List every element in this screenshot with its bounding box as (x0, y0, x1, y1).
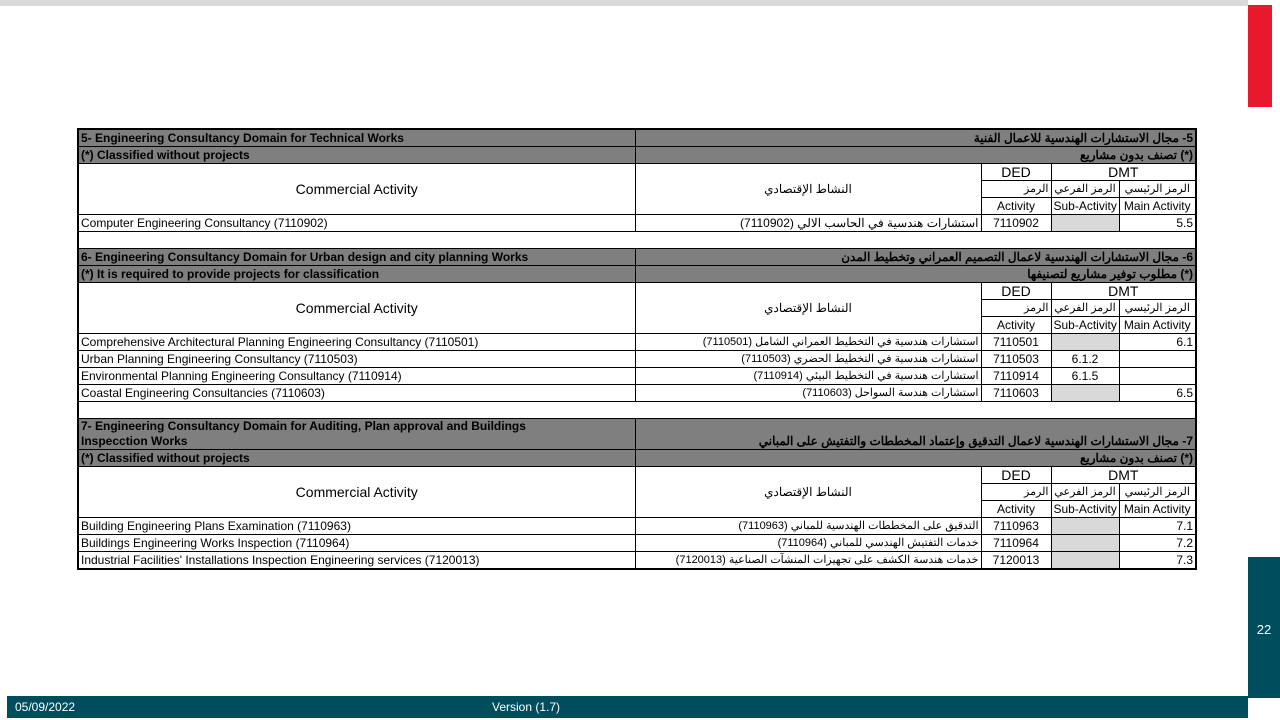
section-7-note (78, 450, 1196, 467)
section-title-en: 5- Engineering Consultancy Domain for Technical Works (78, 129, 635, 147)
row-activity-code: 7120013 (981, 552, 1051, 570)
row-main-code (1119, 351, 1196, 368)
section-6-header (78, 249, 1196, 266)
main-code-ar-header: الرمز الرئيسي (1119, 300, 1196, 317)
row-en: Computer Engineering Consultancy (7110902) (78, 215, 635, 232)
row-sub-code (1051, 385, 1119, 402)
spacer-row (78, 402, 1196, 419)
main-activity-header: Main Activity (1119, 198, 1196, 215)
table-row (78, 535, 1196, 552)
section-note-en: (*) It is required to provide projects for classification (78, 266, 635, 283)
main-activity-header: Main Activity (1119, 317, 1196, 334)
sub-activity-header: Sub-Activity (1051, 317, 1119, 334)
row-activity-code: 7110964 (981, 535, 1051, 552)
section-5-note (78, 147, 1196, 164)
economic-activity-header: النشاط الإقتصادي (635, 467, 981, 518)
column-header-row (78, 467, 1196, 484)
section-6-note (78, 266, 1196, 283)
row-ar: استشارات هندسة السواحل (7110603) (635, 385, 981, 402)
page-number: 22 (1256, 622, 1272, 637)
row-main-code (1119, 368, 1196, 385)
row-sub-code: 6.1.5 (1051, 368, 1119, 385)
table-row (78, 351, 1196, 368)
row-en: Coastal Engineering Consultancies (7110603) (78, 385, 635, 402)
activity-header: Activity (981, 198, 1051, 215)
dmt-header: DMT (1051, 467, 1196, 484)
row-ar: استشارات هندسية في التخطيط العمراني الشامل (7110501) (635, 334, 981, 351)
section-title-en-line2: Inspecction Works (81, 434, 188, 448)
table-row (78, 518, 1196, 535)
code-ar-header: الرمز (981, 181, 1051, 198)
sub-code-ar-header: الرمز الفرعي (1051, 181, 1119, 198)
column-header-row (78, 164, 1196, 181)
row-ar: التدقيق على المخططات الهندسية للمباني (7110963) (635, 518, 981, 535)
activity-header: Activity (981, 501, 1051, 518)
economic-activity-header: النشاط الإقتصادي (635, 283, 981, 334)
commercial-activity-header: Commercial Activity (78, 283, 635, 334)
row-main-code: 6.1 (1119, 334, 1196, 351)
activity-header: Activity (981, 317, 1051, 334)
row-sub-code (1051, 215, 1119, 232)
row-en: Industrial Facilities' Installations Inspection Engineering services (7120013) (78, 552, 635, 570)
ded-header: DED (981, 283, 1051, 300)
section-note-en: (*) Classified without projects (78, 450, 635, 467)
section-5-header (78, 129, 1196, 147)
section-title-ar: 7- مجال الاستشارات الهندسية لاعمال التدقيق وإعتماد المخططات والتفتيش على المباني (635, 419, 1196, 450)
row-en: Urban Planning Engineering Consultancy (7110503) (78, 351, 635, 368)
economic-activity-header: النشاط الإقتصادي (635, 164, 981, 215)
dmt-header: DMT (1051, 164, 1196, 181)
section-note-ar: (*) مطلوب توفير مشاريع لتصنيفها (635, 266, 1196, 283)
table-row (78, 385, 1196, 402)
footer-date: 05/09/2022 (15, 700, 76, 714)
row-sub-code: 6.1.2 (1051, 351, 1119, 368)
row-main-code: 7.3 (1119, 552, 1196, 570)
row-sub-code (1051, 334, 1119, 351)
code-ar-header: الرمز (981, 300, 1051, 317)
section-title-en-line1: 7- Engineering Consultancy Domain for Auditing, Plan approval and Buildings (81, 419, 526, 433)
ded-header: DED (981, 164, 1051, 181)
table-row (78, 334, 1196, 351)
section-note-en: (*) Classified without projects (78, 147, 635, 164)
row-ar: استشارات هندسية في الحاسب الالي (7110902) (635, 215, 981, 232)
dmt-header: DMT (1051, 283, 1196, 300)
row-main-code: 7.2 (1119, 535, 1196, 552)
row-activity-code: 7110963 (981, 518, 1051, 535)
commercial-activity-header: Commercial Activity (78, 467, 635, 518)
row-main-code: 5.5 (1119, 215, 1196, 232)
top-rule (0, 0, 1248, 6)
main-code-ar-header: الرمز الرئيسي (1119, 484, 1196, 501)
row-ar: استشارات هندسية في التخطيط البيئي (7110914) (635, 368, 981, 385)
spacer-row (78, 232, 1196, 249)
table-row (78, 368, 1196, 385)
table-row (78, 215, 1196, 232)
row-ar: خدمات هندسة الكشف على تجهيزات المنشآت الصناعية (7120013) (635, 552, 981, 570)
row-activity-code: 7110503 (981, 351, 1051, 368)
row-main-code: 7.1 (1119, 518, 1196, 535)
main-code-ar-header: الرمز الرئيسي (1119, 181, 1196, 198)
column-header-row (78, 283, 1196, 300)
main-activity-header: Main Activity (1119, 501, 1196, 518)
row-sub-code (1051, 535, 1119, 552)
section-7-header (78, 419, 1196, 450)
row-activity-code: 7110902 (981, 215, 1051, 232)
row-en: Building Engineering Plans Examination (7110963) (78, 518, 635, 535)
section-note-ar: (*) تصنف بدون مشاريع (635, 450, 1196, 467)
footer-bar (7, 696, 1248, 718)
row-activity-code: 7110603 (981, 385, 1051, 402)
section-title-en (78, 419, 635, 450)
section-title-en: 6- Engineering Consultancy Domain for Urban design and city planning Works (78, 249, 635, 266)
row-en: Comprehensive Architectural Planning Engineering Consultancy (7110501) (78, 334, 635, 351)
row-main-code: 6.5 (1119, 385, 1196, 402)
row-sub-code (1051, 552, 1119, 570)
row-ar: خدمات التفتيش الهندسي للمباني (7110964) (635, 535, 981, 552)
row-activity-code: 7110914 (981, 368, 1051, 385)
row-ar: استشارات هندسية في التخطيط الحضري (7110503) (635, 351, 981, 368)
red-accent-bar (1248, 5, 1272, 107)
row-activity-code: 7110501 (981, 334, 1051, 351)
sub-activity-header: Sub-Activity (1051, 501, 1119, 518)
section-title-ar: 6- مجال الاستشارات الهندسية لاعمال التصميم العمراني وتخطيط المدن (635, 249, 1196, 266)
sub-activity-header: Sub-Activity (1051, 198, 1119, 215)
code-ar-header: الرمز (981, 484, 1051, 501)
table-row (78, 552, 1196, 570)
footer-version: Version (1.7) (492, 700, 561, 714)
row-sub-code (1051, 518, 1119, 535)
activities-table (77, 128, 1197, 570)
section-title-ar: 5- مجال الاستشارات الهندسية للاعمال الفنية (635, 129, 1196, 147)
sub-code-ar-header: الرمز الفرعي (1051, 300, 1119, 317)
row-en: Environmental Planning Engineering Consultancy (7110914) (78, 368, 635, 385)
sub-code-ar-header: الرمز الفرعي (1051, 484, 1119, 501)
row-en: Buildings Engineering Works Inspection (7110964) (78, 535, 635, 552)
ded-header: DED (981, 467, 1051, 484)
section-note-ar: (*) تصنف بدون مشاريع (635, 147, 1196, 164)
commercial-activity-header: Commercial Activity (78, 164, 635, 215)
